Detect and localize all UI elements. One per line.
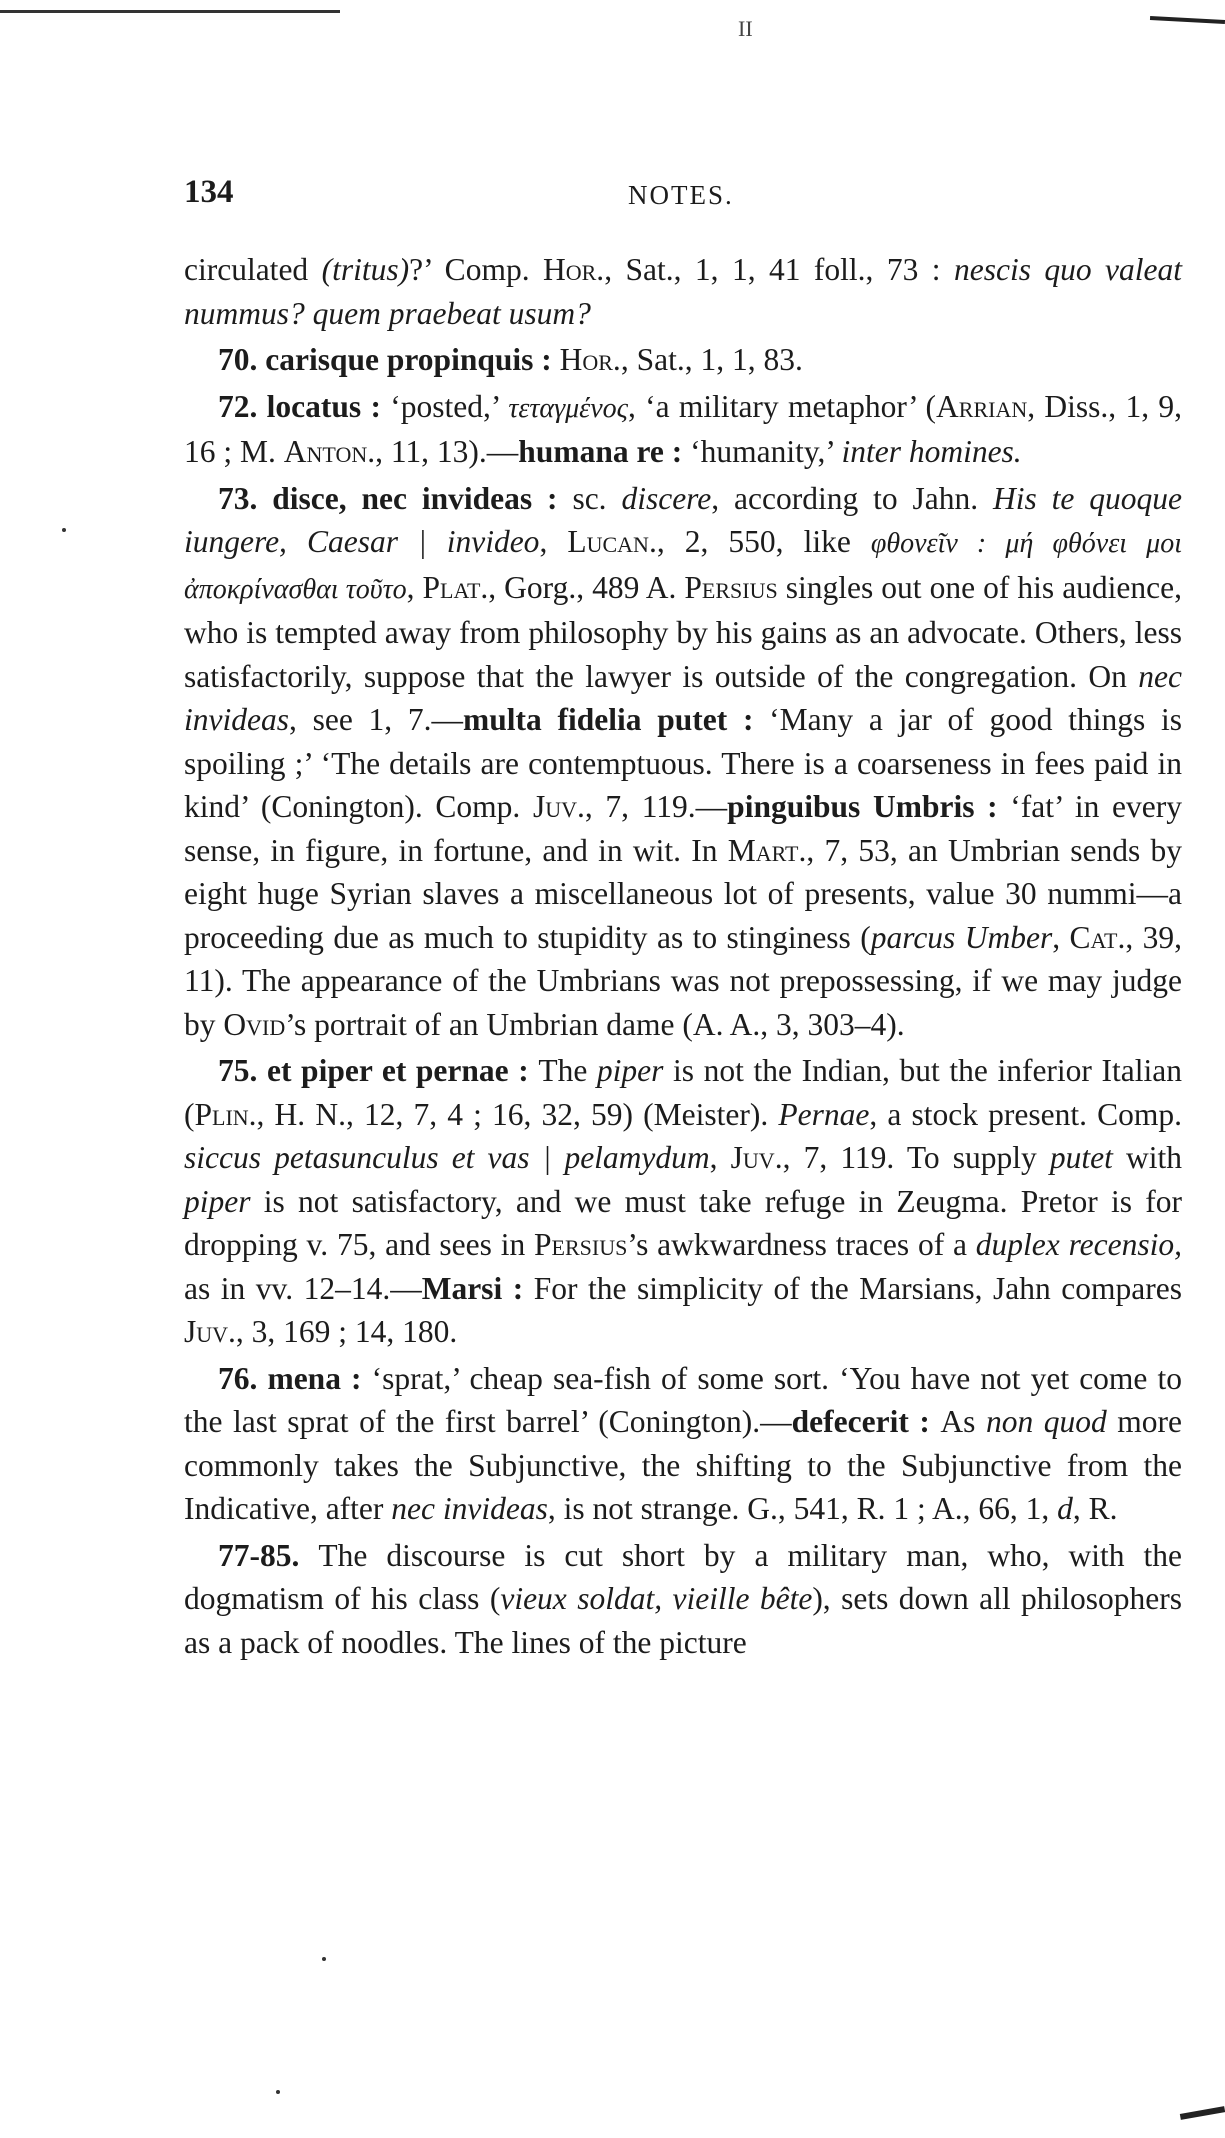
body-text: ‘Many a jar of good things is spoiling ;’ ‘The details are contemptuous. There is a coarseness in fees paid in kind’ (Conington). Comp. xyxy=(184,702,1182,824)
lemma: 72. locatus : xyxy=(218,388,391,424)
body-text: , Diss., 1, 9, 16 ; M. xyxy=(184,388,1182,469)
lemma: multa fidelia putet : xyxy=(463,702,770,737)
body-text: ‘humanity,’ xyxy=(690,434,842,469)
body-text: sc. xyxy=(572,480,622,516)
running-title: NOTES. xyxy=(628,180,734,210)
note-paragraph xyxy=(184,1357,1182,1531)
body-text: , Sat., 1, 1, 83. xyxy=(620,342,803,377)
author-abbrev: Persius xyxy=(684,569,778,605)
body-text: , according to Jahn. xyxy=(711,480,993,516)
author-abbrev: Anton. xyxy=(283,434,376,469)
italic-text: parcus Umber xyxy=(870,919,1053,955)
page-speck xyxy=(276,2090,280,2094)
author-abbrev: Hor. xyxy=(543,252,605,287)
lemma: defecerit : xyxy=(791,1404,941,1439)
page-number: 134 xyxy=(184,174,234,210)
body-text: , xyxy=(539,524,568,559)
body-text: ‘fat’ in every sense, in figure, in fortune, and in wit. In xyxy=(184,789,1182,868)
italic-text: (tritus) xyxy=(321,252,410,287)
body-text: , R. xyxy=(1072,1491,1118,1526)
body-text: , 39, 11). The appearance of the Umbrians was not prepossessing, if we may judge by xyxy=(184,919,1183,1042)
italic-text: d xyxy=(1057,1491,1073,1526)
author-abbrev: Juv. xyxy=(184,1314,236,1349)
body-text: is not satisfactory, and we must take refuge in Zeugma. Pretor is for dropping v. 75, and sees in xyxy=(184,1183,1182,1262)
lemma: 76. mena : xyxy=(218,1360,372,1396)
author-abbrev: Ovid xyxy=(223,1006,286,1042)
author-abbrev: Mart. xyxy=(727,832,807,868)
body-text: The xyxy=(538,1053,597,1088)
note-paragraph xyxy=(184,477,1182,1047)
body-text: , 11, 13).— xyxy=(375,434,519,469)
body-text: , 2, 550, like xyxy=(656,524,871,559)
note-paragraph xyxy=(184,1534,1182,1665)
italic-text: Pernae xyxy=(778,1096,870,1132)
margin-dot xyxy=(62,528,66,532)
note-paragraph xyxy=(184,1049,1182,1354)
author-abbrev: Arrian xyxy=(936,388,1028,424)
author-abbrev: Plat. xyxy=(422,569,489,605)
page-speck xyxy=(322,1957,326,1961)
italic-text: siccus petasunculus et vas | pelamydum xyxy=(184,1140,710,1175)
italic-text: putet xyxy=(1049,1140,1113,1175)
lemma: Marsi : xyxy=(421,1270,534,1306)
body-text: circulated xyxy=(184,252,322,287)
author-abbrev: Lucan. xyxy=(567,524,657,559)
body-text: ?’ Comp. xyxy=(409,252,543,287)
lemma: 75. et piper et pernae : xyxy=(218,1053,539,1088)
body-text: , ‘a military metaphor’ ( xyxy=(628,388,937,424)
page-header xyxy=(184,174,1182,224)
italic-text: piper xyxy=(184,1183,251,1219)
body-text: , 7, 119.— xyxy=(584,789,728,824)
top-left-rule xyxy=(0,10,340,13)
body-text: more commonly takes the Subjunctive, the shifting to the Subjunctive from the Indicative, after xyxy=(184,1404,1182,1526)
note-paragraph xyxy=(184,248,1182,335)
body-text: , 7, 119. To supply xyxy=(782,1140,1050,1175)
author-abbrev: Persius xyxy=(534,1227,628,1262)
italic-text: nec invideas xyxy=(391,1491,548,1526)
body-text: , xyxy=(406,569,423,605)
body-text: ’s awkwardness traces of a xyxy=(627,1227,976,1262)
body-text: with xyxy=(1112,1140,1182,1175)
author-abbrev: Hor. xyxy=(559,342,621,377)
body-text: , 3, 169 ; 14, 180. xyxy=(235,1314,458,1349)
body-text: As xyxy=(940,1404,986,1439)
body-text: , xyxy=(709,1140,731,1175)
note-paragraph xyxy=(184,338,1182,382)
italic-text: nec invideas xyxy=(184,658,1182,737)
body-text: , see 1, 7.— xyxy=(288,702,464,737)
note-paragraph xyxy=(184,385,1182,474)
italic-text: vieux soldat, vieille bête xyxy=(500,1581,813,1616)
lemma: 77-85. xyxy=(218,1537,319,1573)
lemma: pinguibus Umbris : xyxy=(727,789,1011,824)
body-text: The discourse is cut short by a military man, who, with the dogmatism of his class ( xyxy=(184,1537,1182,1616)
italic-text: discere xyxy=(621,480,712,516)
body-text: is not the Indian, but the inferior Italian ( xyxy=(184,1053,1182,1132)
body-text: , Sat., 1, 1, 41 foll., 73 : xyxy=(604,252,954,287)
body-text: , xyxy=(1052,919,1070,955)
body-text: as in vv. 12–14.— xyxy=(184,1270,422,1306)
italic-text: piper xyxy=(596,1053,664,1088)
author-abbrev: Juv. xyxy=(532,789,585,824)
body-text: , H. N., 12, 7, 4 ; 16, 32, 59) (Meister). xyxy=(256,1096,779,1132)
greek-text: φθονεῖν : μή φθόνει μοι ἀποκρίνασθαι τοῦτο xyxy=(184,528,1183,605)
body-text: , a stock present. Comp. xyxy=(869,1096,1182,1132)
italic-text: non quod xyxy=(985,1404,1107,1439)
body-text: ), sets down all philosophers as a pack of noodles. The lines of the picture xyxy=(184,1581,1183,1660)
lemma: 70. carisque propinquis : xyxy=(218,342,560,377)
top-mark: II xyxy=(738,16,753,41)
top-right-rule xyxy=(1150,16,1225,24)
author-abbrev: Juv. xyxy=(730,1140,783,1175)
italic-text: His te quoque iungere, Caesar | invideo xyxy=(184,480,1182,559)
bottom-right-rule xyxy=(1180,2106,1225,2120)
body-text: , 7, 53, an Umbrian sends by eight huge Syrian slaves a miscellaneous lot of presents, value 30 nummi—a proceeding due as much to stupidity as to stinginess ( xyxy=(184,832,1182,955)
greek-text: τεταγμένος xyxy=(508,392,628,424)
body-text: , is not strange. G., 541, R. 1 ; A., 66, 1, xyxy=(547,1491,1058,1526)
lemma: 73. disce, nec invideas : xyxy=(218,480,573,516)
body-text: ‘sprat,’ cheap sea-fish of some sort. ‘You have not yet come to the last sprat of the first barrel’ (Conington).— xyxy=(184,1360,1182,1439)
notes-text xyxy=(184,248,1182,1667)
body-text: singles out one of his audience, who is tempted away from philosophy by his gains as an advocate. Others, less satisfactorily, suppose that the lawyer is outside of the congregation. On xyxy=(184,569,1182,694)
body-text: , Gorg., 489 A. xyxy=(488,569,685,605)
author-abbrev: Plin. xyxy=(194,1096,257,1132)
italic-text: nescis quo valeat nummus? quem praebeat usum? xyxy=(184,252,1183,331)
lemma: humana re : xyxy=(518,434,691,469)
body-text: For the simplicity of the Marsians, Jahn compares xyxy=(533,1270,1182,1306)
author-abbrev: Cat. xyxy=(1069,919,1126,955)
italic-text: inter homines. xyxy=(841,434,1022,469)
body-text: ’s portrait of an Umbrian dame (A. A., 3, 303–4). xyxy=(285,1006,905,1042)
body-text: ‘posted,’ xyxy=(390,388,509,424)
italic-text: duplex recensio, xyxy=(975,1227,1182,1262)
